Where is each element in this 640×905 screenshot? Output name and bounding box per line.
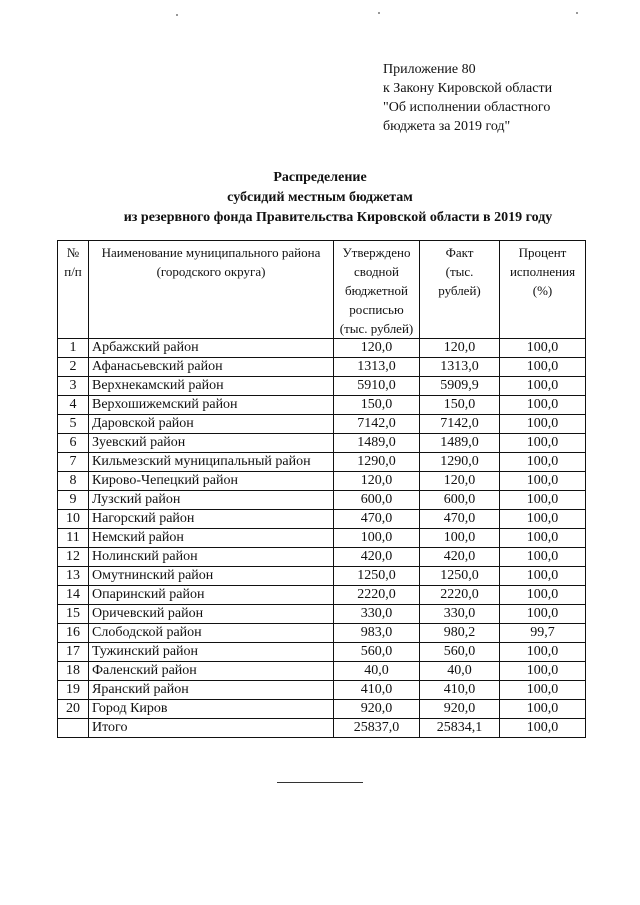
cell-fact: 410,0: [420, 681, 500, 700]
cell-percent: 100,0: [500, 529, 586, 548]
cell-fact: 40,0: [420, 662, 500, 681]
cell-approved: 5910,0: [334, 377, 420, 396]
cell-approved: 920,0: [334, 700, 420, 719]
cell-fact: 1313,0: [420, 358, 500, 377]
header-approved: Утверждено сводной бюджетной росписью (тыс. рублей): [334, 241, 420, 339]
cell-fact: 25834,1: [420, 719, 500, 738]
table-row: [58, 472, 586, 491]
cell-district-name: Арбажский район: [89, 339, 334, 358]
cell-approved: 330,0: [334, 605, 420, 624]
cell-number: 13: [58, 567, 89, 586]
cell-number: 18: [58, 662, 89, 681]
cell-district-name: Город Киров: [89, 700, 334, 719]
title-line: из резервного фонда Правительства Кировской области в 2019 году: [123, 210, 553, 225]
table-header-row: [58, 241, 586, 339]
cell-approved: 7142,0: [334, 415, 420, 434]
cell-percent: 100,0: [500, 700, 586, 719]
cell-percent: 100,0: [500, 434, 586, 453]
cell-number: 7: [58, 453, 89, 472]
cell-approved: 1489,0: [334, 434, 420, 453]
scan-speck: [176, 14, 178, 16]
table-row: [58, 415, 586, 434]
table-row: [58, 358, 586, 377]
table-row: [58, 396, 586, 415]
cell-number: 9: [58, 491, 89, 510]
table-row: [58, 491, 586, 510]
cell-approved: 40,0: [334, 662, 420, 681]
cell-fact: 470,0: [420, 510, 500, 529]
table-row: [58, 453, 586, 472]
cell-approved: 420,0: [334, 548, 420, 567]
table-row: [58, 567, 586, 586]
total-row: [58, 719, 586, 738]
cell-approved: 410,0: [334, 681, 420, 700]
cell-approved: 120,0: [334, 472, 420, 491]
cell-district-name: Слободской район: [89, 624, 334, 643]
cell-number: 4: [58, 396, 89, 415]
cell-district-name: Итого: [89, 719, 334, 738]
cell-percent: 100,0: [500, 662, 586, 681]
header-num: № п/п: [58, 241, 89, 339]
cell-percent: 99,7: [500, 624, 586, 643]
table-row: [58, 529, 586, 548]
cell-percent: 100,0: [500, 567, 586, 586]
cell-number: 2: [58, 358, 89, 377]
cell-percent: 100,0: [500, 586, 586, 605]
cell-percent: 100,0: [500, 339, 586, 358]
cell-fact: 420,0: [420, 548, 500, 567]
cell-approved: 1290,0: [334, 453, 420, 472]
header-name: Наименование муниципального района (городского округа): [89, 241, 334, 339]
cell-district-name: Афанасьевский район: [89, 358, 334, 377]
cell-approved: 600,0: [334, 491, 420, 510]
appendix-note: [383, 60, 633, 136]
cell-percent: 100,0: [500, 415, 586, 434]
cell-district-name: Нолинский район: [89, 548, 334, 567]
cell-district-name: Кильмезский муниципальный район: [89, 453, 334, 472]
cell-district-name: Зуевский район: [89, 434, 334, 453]
cell-percent: 100,0: [500, 453, 586, 472]
cell-approved: 1250,0: [334, 567, 420, 586]
cell-district-name: Верхнекамский район: [89, 377, 334, 396]
cell-district-name: Нагорский район: [89, 510, 334, 529]
cell-approved: 560,0: [334, 643, 420, 662]
cell-percent: 100,0: [500, 510, 586, 529]
table-row: [58, 643, 586, 662]
cell-number: 15: [58, 605, 89, 624]
cell-fact: 1250,0: [420, 567, 500, 586]
document-title: [0, 168, 640, 228]
cell-district-name: Даровской район: [89, 415, 334, 434]
cell-approved: 983,0: [334, 624, 420, 643]
appendix-line: бюджета за 2019 год": [383, 119, 511, 134]
cell-fact: 1290,0: [420, 453, 500, 472]
cell-approved: 25837,0: [334, 719, 420, 738]
table-row: [58, 700, 586, 719]
cell-approved: 150,0: [334, 396, 420, 415]
table-row: [58, 434, 586, 453]
cell-number: 1: [58, 339, 89, 358]
cell-percent: 100,0: [500, 719, 586, 738]
cell-fact: 560,0: [420, 643, 500, 662]
appendix-line: Приложение 80: [383, 62, 476, 77]
table-row: [58, 510, 586, 529]
cell-number: 19: [58, 681, 89, 700]
cell-percent: 100,0: [500, 358, 586, 377]
appendix-line: "Об исполнении областного: [383, 100, 551, 115]
cell-percent: 100,0: [500, 396, 586, 415]
cell-district-name: Немский район: [89, 529, 334, 548]
table-row: [58, 377, 586, 396]
cell-district-name: Омутнинский район: [89, 567, 334, 586]
cell-fact: 920,0: [420, 700, 500, 719]
cell-number: 6: [58, 434, 89, 453]
cell-number: 11: [58, 529, 89, 548]
table-row: [58, 605, 586, 624]
table-row: [58, 548, 586, 567]
subsidy-table: [57, 240, 586, 738]
table-row: [58, 624, 586, 643]
cell-percent: 100,0: [500, 472, 586, 491]
table-row: [58, 586, 586, 605]
cell-district-name: Верхошижемский район: [89, 396, 334, 415]
cell-number: 17: [58, 643, 89, 662]
cell-district-name: Фаленский район: [89, 662, 334, 681]
scan-speck: [576, 12, 578, 14]
cell-fact: 120,0: [420, 339, 500, 358]
cell-number: 10: [58, 510, 89, 529]
cell-fact: 7142,0: [420, 415, 500, 434]
end-separator-line: [277, 782, 363, 783]
cell-percent: 100,0: [500, 681, 586, 700]
cell-approved: 120,0: [334, 339, 420, 358]
title-line: субсидий местным бюджетам: [227, 190, 413, 205]
cell-district-name: Яранский район: [89, 681, 334, 700]
cell-approved: 1313,0: [334, 358, 420, 377]
cell-district-name: Кирово-Чепецкий район: [89, 472, 334, 491]
cell-percent: 100,0: [500, 491, 586, 510]
table-row: [58, 662, 586, 681]
cell-number: 14: [58, 586, 89, 605]
table-row: [58, 339, 586, 358]
cell-number: 3: [58, 377, 89, 396]
cell-percent: 100,0: [500, 643, 586, 662]
title-line: Распределение: [273, 170, 367, 185]
cell-fact: 980,2: [420, 624, 500, 643]
cell-percent: 100,0: [500, 377, 586, 396]
cell-fact: 330,0: [420, 605, 500, 624]
cell-fact: 600,0: [420, 491, 500, 510]
cell-district-name: Опаринский район: [89, 586, 334, 605]
cell-district-name: Тужинский район: [89, 643, 334, 662]
scan-speck: [378, 12, 380, 14]
cell-fact: 120,0: [420, 472, 500, 491]
cell-number: 5: [58, 415, 89, 434]
table-row: [58, 681, 586, 700]
cell-district-name: Лузский район: [89, 491, 334, 510]
cell-number: 20: [58, 700, 89, 719]
header-percent: Процент исполнения (%): [500, 241, 586, 339]
cell-approved: 100,0: [334, 529, 420, 548]
cell-approved: 470,0: [334, 510, 420, 529]
cell-fact: 5909,9: [420, 377, 500, 396]
cell-fact: 100,0: [420, 529, 500, 548]
cell-fact: 150,0: [420, 396, 500, 415]
cell-percent: 100,0: [500, 605, 586, 624]
cell-district-name: Оричевский район: [89, 605, 334, 624]
cell-number: 12: [58, 548, 89, 567]
cell-percent: 100,0: [500, 548, 586, 567]
cell-fact: 2220,0: [420, 586, 500, 605]
cell-number: 8: [58, 472, 89, 491]
header-fact: Факт (тыс. рублей): [420, 241, 500, 339]
cell-fact: 1489,0: [420, 434, 500, 453]
cell-number: 16: [58, 624, 89, 643]
appendix-line: к Закону Кировской области: [383, 81, 553, 96]
cell-approved: 2220,0: [334, 586, 420, 605]
cell-number: [58, 719, 89, 738]
